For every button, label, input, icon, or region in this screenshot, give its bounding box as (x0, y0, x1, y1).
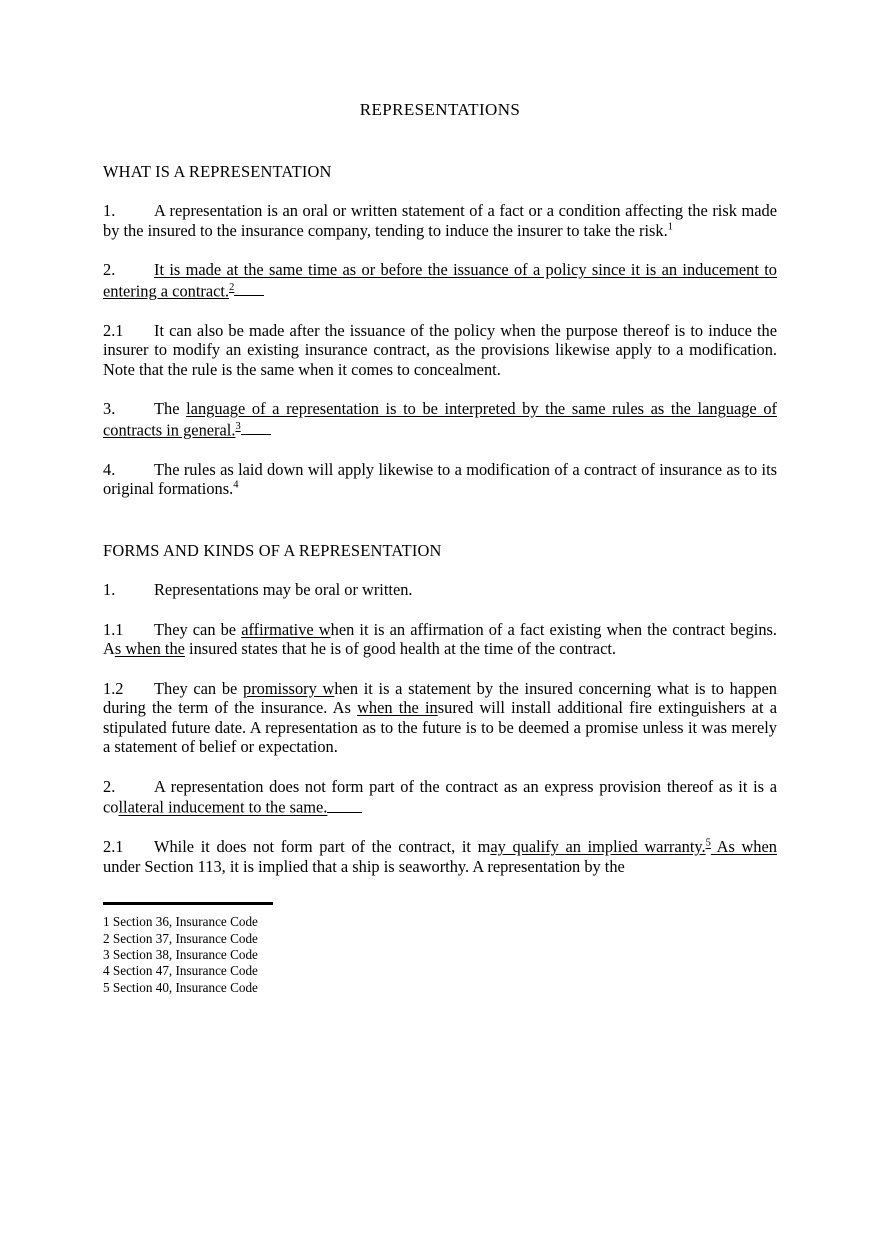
paragraph (103, 679, 777, 757)
paragraph (103, 399, 777, 440)
footnote: 3 Section 38, Insurance Code (103, 947, 258, 963)
underline-extension (234, 280, 264, 297)
text-segment: As when (710, 837, 777, 857)
text-segment: hen it is a statement by the insured concerning what is to happen during the term of the insurance. As (103, 678, 777, 718)
text-segment: s when the (114, 639, 185, 659)
text-segment: under Section 113, it is implied that a ship is seaworthy. A representation by the (103, 856, 625, 876)
underline-extension (241, 419, 271, 436)
footnote: 5 Section 40, Insurance Code (103, 979, 258, 995)
paragraph-number: 1.1 (103, 619, 124, 639)
text-segment: It is made at the same time as or before the issuance of a policy since it is an inducement to entering a contract. (103, 260, 777, 301)
document-body (103, 162, 777, 877)
footnote-separator (103, 902, 273, 905)
footnotes-block (103, 902, 777, 996)
footnote-list (103, 914, 777, 996)
text-segment: They can be (154, 678, 244, 698)
paragraph (103, 777, 777, 818)
text-segment: They can be (154, 619, 242, 639)
paragraph-number: 2.1 (103, 837, 124, 857)
text-segment: A representation is an oral or written statement of a fact or a condition affecting the risk made by the insured to the insurance company, tending to induce the insurer to take the risk. (103, 201, 777, 240)
text-segment: While it does not form part of the contract, it m (154, 837, 491, 857)
paragraph-number: 2.1 (103, 320, 124, 340)
paragraph (103, 460, 777, 499)
text-segment: language of a representation is to be interpreted by the same rules as the language of contracts in general. (103, 399, 777, 440)
text-segment: insured states that he is of good health at the time of the contract. (184, 639, 616, 659)
section-heading: FORMS AND KINDS OF A REPRESENTATION (103, 540, 442, 560)
text-segment: The rules as laid down will apply likewise to a modification of a contract of insurance as to its original formations. (103, 459, 777, 499)
footnote-ref: 5 (705, 837, 711, 849)
text-segment: Representations may be oral or written. (154, 580, 413, 600)
footnote: 1 Section 36, Insurance Code (103, 914, 258, 930)
footnote-ref: 3 (235, 420, 241, 432)
paragraph (103, 260, 777, 301)
paragraph (103, 321, 777, 380)
text-segment: when the in (357, 698, 438, 718)
text-segment: The (154, 399, 187, 419)
paragraph (103, 620, 777, 659)
underline-extension (327, 796, 362, 813)
footnote: 4 Section 47, Insurance Code (103, 963, 258, 979)
paragraph-number: 1. (103, 580, 116, 600)
text-segment: hen it is an affirmation of a fact existing when the contract begins. A (103, 619, 777, 659)
paragraph-number: 1.2 (103, 678, 124, 698)
paragraph-number: 3. (103, 399, 116, 419)
text-segment: sured will install additional fire extinguishers at a stipulated future date. A representation as to the future is to be deemed a promise unless it was merely a statement of belief or expectation. (103, 698, 777, 757)
text-segment: promissory w (243, 678, 335, 698)
footnote-ref: 1 (667, 221, 673, 233)
paragraph (103, 201, 777, 240)
paragraph-number: 2. (103, 776, 116, 796)
paragraph (103, 580, 777, 600)
text-segment: It can also be made after the issuance of the policy when the purpose thereof is to induce the insurer to modify an existing insurance contract, as the provisions likewise apply to a modification. Note that the rule is the same when it comes to concealment. (103, 320, 777, 379)
footnote-ref: 2 (229, 281, 235, 293)
text-segment: llateral inducement to the same. (118, 797, 328, 817)
document-title: REPRESENTATIONS (359, 100, 521, 119)
footnote: 2 Section 37, Insurance Code (103, 930, 258, 946)
paragraph-number: 2. (103, 260, 116, 279)
paragraph (103, 837, 777, 876)
footnote-ref: 4 (233, 479, 239, 491)
section-heading: WHAT IS A REPRESENTATION (103, 161, 332, 181)
text-segment: ay qualify an implied warranty. (490, 837, 706, 857)
paragraph-number: 1. (103, 201, 116, 220)
paragraph-number: 4. (103, 459, 116, 479)
text-segment: affirmative w (241, 619, 331, 639)
text-segment: A representation does not form part of the contract as an express provision thereof as it is a co (103, 776, 777, 817)
